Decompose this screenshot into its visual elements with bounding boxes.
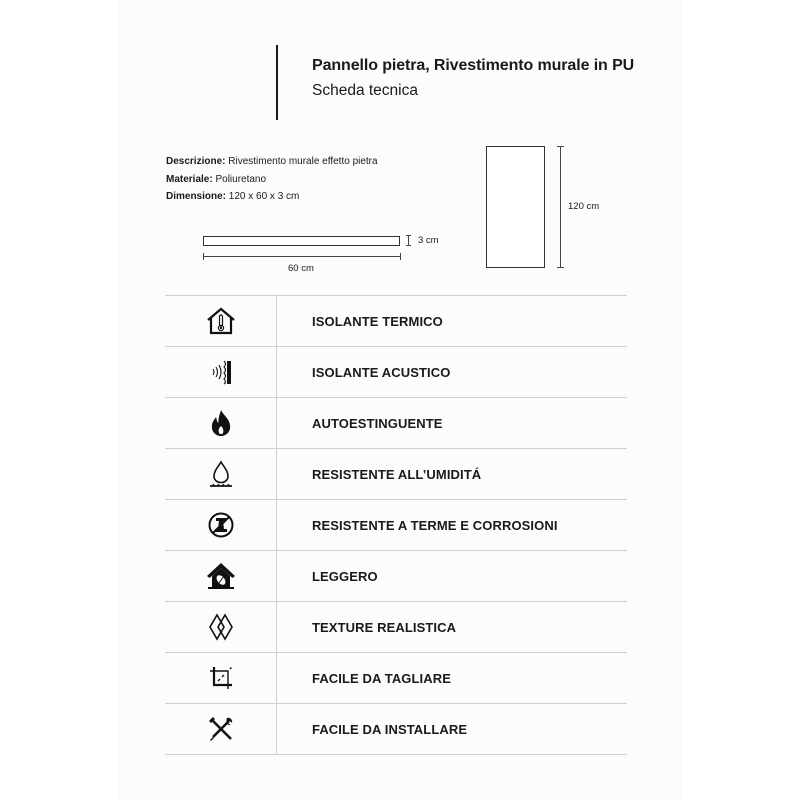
feature-label: FACILE DA INSTALLARE	[312, 721, 468, 737]
no-termite-icon	[205, 509, 237, 541]
spec-key: Materiale:	[166, 173, 213, 185]
height-label: 120 cm	[568, 201, 600, 212]
house-thermometer-icon	[205, 305, 237, 337]
texture-diamonds-icon	[205, 611, 237, 643]
panel-front-view	[486, 146, 545, 268]
feature-row	[165, 653, 627, 704]
title-accent-bar	[276, 45, 278, 120]
feature-label: RESISTENTE ALL’UMIDITÁ	[312, 466, 482, 482]
spec-description	[166, 153, 378, 171]
spec-value: Rivestimento murale effetto pietra	[225, 156, 378, 167]
page-subtitle: Scheda tecnica	[312, 82, 418, 99]
thickness-dimension-line	[408, 235, 409, 246]
feature-label: FACILE DA TAGLIARE	[312, 670, 452, 686]
feature-row	[165, 500, 627, 551]
spec-value: 120 x 60 x 3 cm	[226, 191, 300, 202]
feature-row	[165, 347, 627, 398]
panel-side-view	[203, 236, 400, 246]
feature-row	[165, 551, 627, 602]
sound-wall-icon	[205, 356, 237, 388]
feature-table	[165, 295, 627, 755]
crop-cut-icon	[205, 662, 237, 694]
feature-label: LEGGERO	[312, 568, 378, 584]
flame-icon	[205, 407, 237, 439]
feature-row	[165, 602, 627, 653]
feature-row	[165, 704, 627, 755]
spec-dimension	[166, 188, 378, 206]
feature-label: ISOLANTE ACUSTICO	[312, 364, 451, 380]
spec-material	[166, 171, 378, 189]
feature-row	[165, 296, 627, 347]
thickness-label: 3 cm	[418, 235, 439, 246]
spec-value: Poliuretano	[212, 173, 267, 185]
water-drop-icon	[205, 458, 237, 490]
house-feather-icon	[205, 560, 237, 592]
feature-row	[165, 398, 627, 449]
spec-key: Dimensione:	[166, 191, 227, 202]
feature-label: TEXTURE REALISTICA	[312, 619, 457, 635]
width-dimension-line	[203, 256, 401, 257]
height-dimension-line	[560, 146, 561, 268]
spec-list	[166, 153, 378, 206]
feature-label: ISOLANTE TERMICO	[312, 313, 443, 329]
width-label: 60 cm	[288, 263, 314, 274]
feature-label: AUTOESTINGUENTE	[312, 415, 443, 431]
page-title: Pannello pietra, Rivestimento murale in PU	[312, 57, 635, 74]
tools-icon	[205, 713, 237, 745]
feature-label: RESISTENTE A TERME E CORROSIONI	[312, 517, 558, 533]
feature-row	[165, 449, 627, 500]
spec-key: Descrizione:	[166, 156, 226, 167]
